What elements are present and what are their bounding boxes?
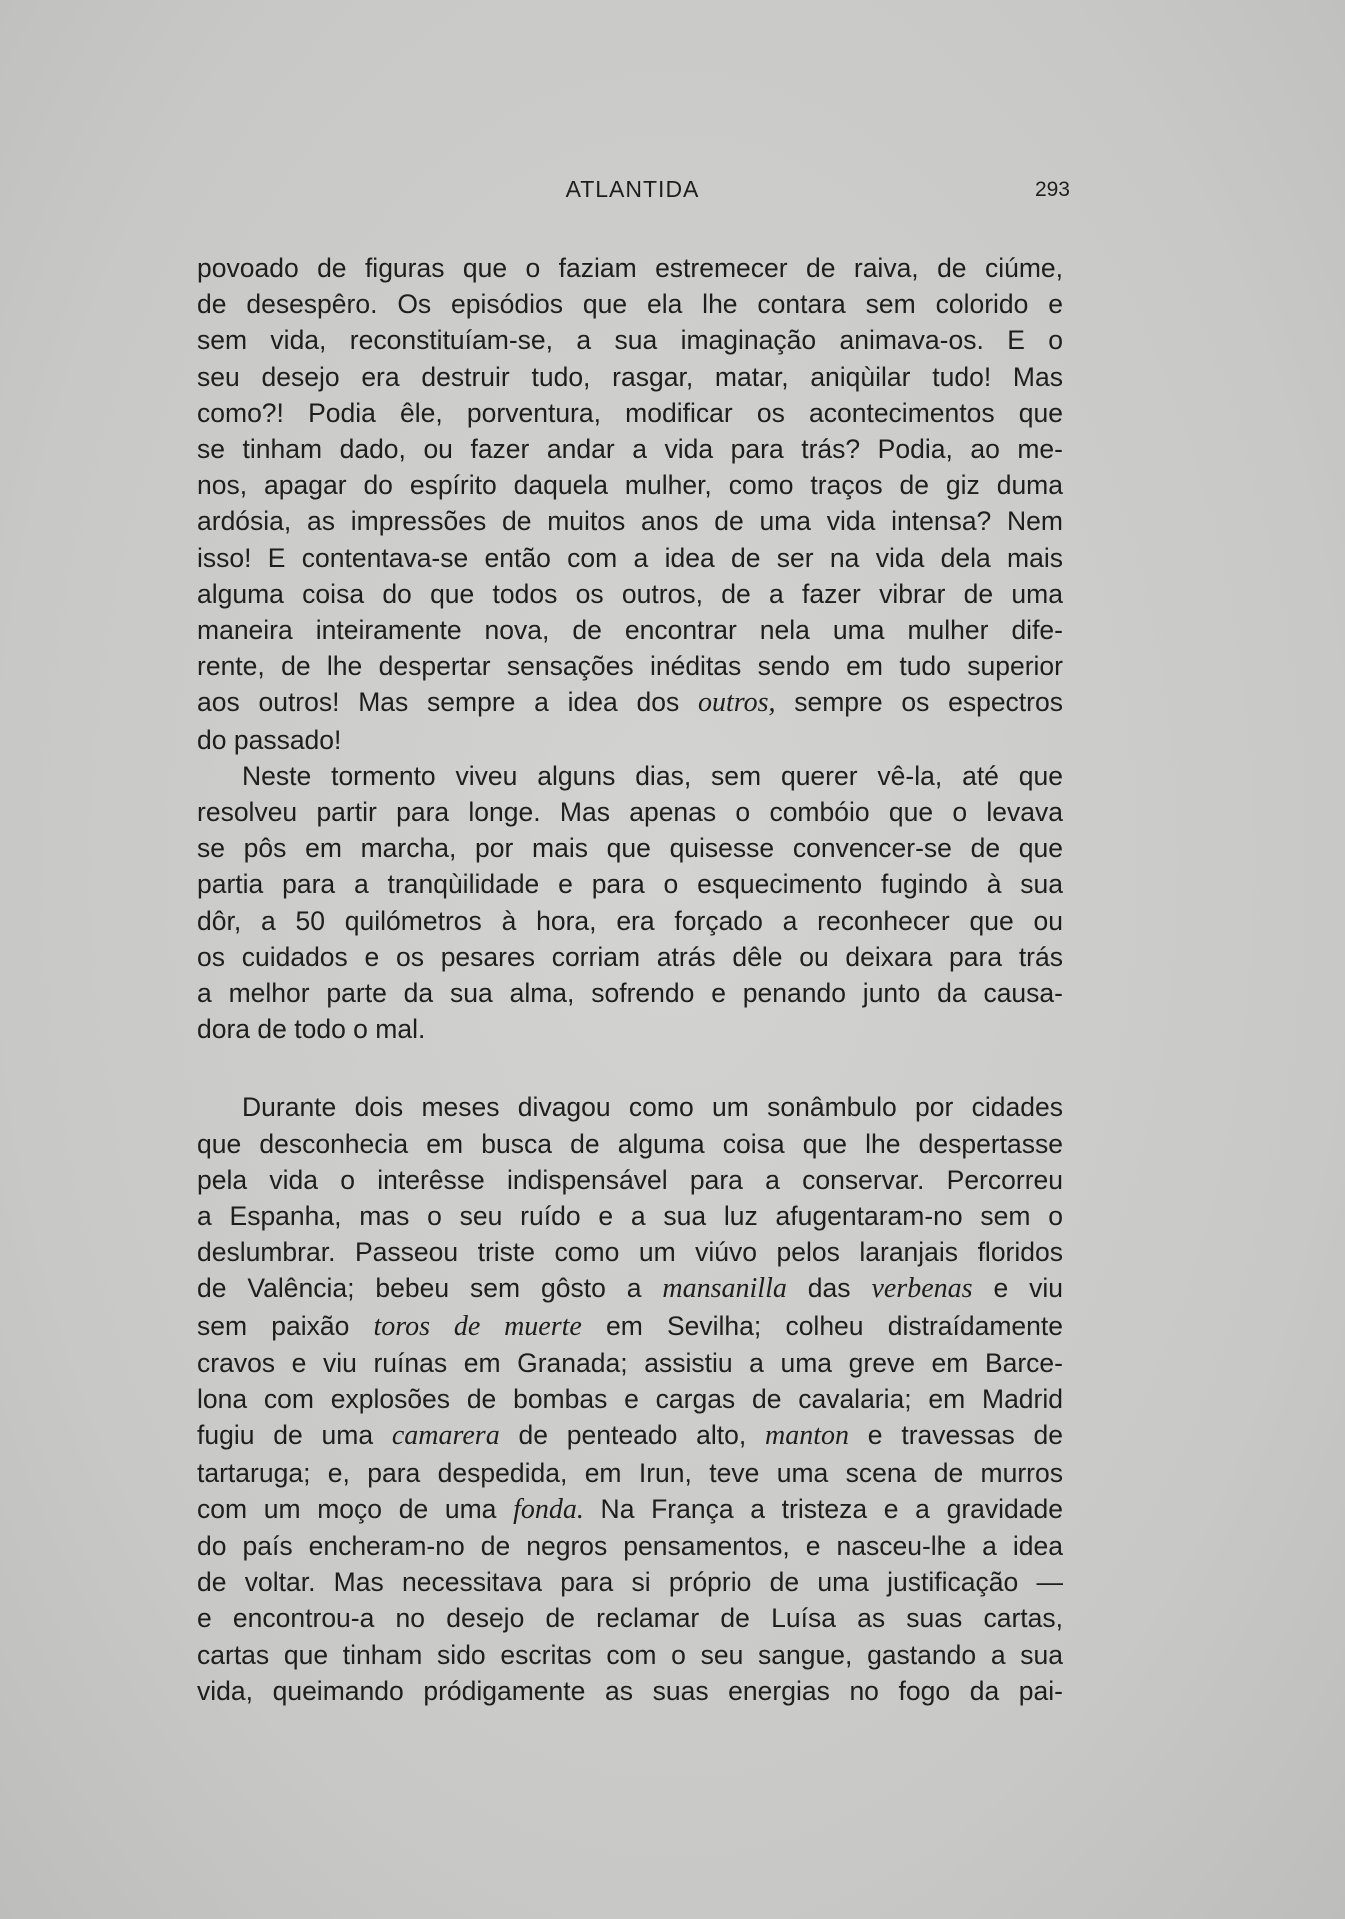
text-line: de desespêro. Os episódios que ela lhe contara sem colorido e — [197, 289, 1063, 320]
text-line: lona com explosões de bombas e cargas de cavalaria; em Madrid — [197, 1384, 1063, 1415]
paragraph — [197, 1089, 1063, 1708]
text-line — [197, 684, 1063, 721]
text-segment: com um moço de uma — [197, 1493, 514, 1524]
text-segment: aos outros! Mas sempre a idea dos — [197, 687, 698, 718]
body-text — [197, 250, 1063, 1709]
text-line: povoado de figuras que o faziam estremecer de raiva, de ciúme, — [197, 253, 1063, 283]
text-line: a melhor parte da sua alma, sofrendo e penando junto da causa- — [197, 978, 1063, 1009]
text-line: cartas que tinham sido escritas com o seu sangue, gastando a sua — [197, 1639, 1063, 1670]
text-segment: e viu — [972, 1273, 1063, 1304]
text-segment: fugiu de uma — [197, 1420, 392, 1451]
italic-term: toros de muerte — [373, 1310, 582, 1342]
text-line: resolveu partir para longe. Mas apenas o combóio que o levava — [197, 797, 1063, 828]
running-title: ATLANTIDA — [565, 176, 700, 202]
text-line: deslumbrar. Passeou triste como um viúvo pelos laranjais floridos — [197, 1237, 1063, 1268]
text-line: tartaruga; e, para despedida, em Irun, teve uma scena de murros — [197, 1457, 1063, 1488]
text-line: vida, queimando pródigamente as suas energias no fogo da pai- — [197, 1675, 1063, 1706]
section-gap — [197, 1047, 1063, 1089]
italic-term: fonda. — [513, 1493, 584, 1525]
text-line: do país encheram-no de negros pensamentos, e nasceu-lhe a idea — [197, 1530, 1063, 1561]
text-line — [197, 1308, 1063, 1345]
text-line — [197, 1417, 1063, 1454]
page-number: 293 — [1034, 178, 1070, 201]
text-line: sem vida, reconstituíam-se, a sua imaginação animava-os. E o — [197, 325, 1063, 356]
text-line: do passado! — [197, 724, 342, 755]
text-line — [197, 1270, 1063, 1307]
text-line: maneira inteiramente nova, de encontrar nela uma mulher dife- — [197, 615, 1063, 646]
text-segment: de penteado alto, — [499, 1420, 765, 1451]
text-line: se tinham dado, ou fazer andar a vida para trás? Podia, ao me- — [197, 434, 1063, 465]
text-line: dora de todo o mal. — [197, 1014, 426, 1045]
text-line: como?! Podia êle, porventura, modificar os acontecimentos que — [197, 397, 1063, 428]
italic-term: verbenas — [871, 1273, 973, 1305]
italic-term: mansanilla — [662, 1273, 787, 1305]
text-line: nos, apagar do espírito daquela mulher, como traços de giz duma — [197, 470, 1063, 501]
italic-term: outros, — [697, 687, 776, 719]
paragraph — [197, 250, 1063, 758]
text-segment: Na França a tristeza e a gravidade — [583, 1493, 1063, 1524]
paragraph — [197, 758, 1063, 1048]
text-line — [197, 1491, 1063, 1528]
text-segment: das — [786, 1273, 872, 1304]
text-line: cravos e viu ruínas em Granada; assistiu a uma greve em Barce- — [197, 1347, 1063, 1378]
text-segment: sempre os espectros — [775, 687, 1063, 718]
text-line: dôr, a 50 quilómetros à hora, era forçado a reconhecer que ou — [197, 905, 1063, 936]
text-line: os cuidados e os pesares corriam atrás dêle ou deixara para trás — [197, 941, 1063, 972]
text-line: rente, de lhe despertar sensações inéditas sendo em tudo superior — [197, 651, 1063, 682]
text-line: Durante dois meses divagou como um sonâmbulo por cidades — [242, 1092, 1063, 1123]
text-line: que desconhecia em busca de alguma coisa que lhe despertasse — [197, 1128, 1063, 1159]
italic-term: manton — [765, 1420, 849, 1452]
text-line: e encontrou-a no desejo de reclamar de Luísa as suas cartas, — [197, 1603, 1063, 1634]
page-header — [195, 176, 1070, 216]
text-line: alguma coisa do que todos os outros, de a fazer vibrar de uma — [197, 578, 1063, 609]
text-line: a Espanha, mas o seu ruído e a sua luz afugentaram-no sem o — [197, 1201, 1063, 1232]
text-segment: e travessas de — [849, 1420, 1063, 1451]
text-segment: de Valência; bebeu sem gôsto a — [197, 1273, 663, 1304]
text-line: de voltar. Mas necessitava para si próprio de uma justificação — — [197, 1567, 1063, 1598]
text-line: pela vida o interêsse indispensável para a conservar. Percorreu — [197, 1164, 1063, 1195]
text-line: Neste tormento viveu alguns dias, sem querer vê-la, até que — [242, 760, 1063, 791]
text-line: ardósia, as impressões de muitos anos de uma vida intensa? Nem — [197, 506, 1063, 537]
text-line: se pôs em marcha, por mais que quisesse convencer-se de que — [197, 833, 1063, 864]
text-line: partia para a tranqùilidade e para o esquecimento fugindo à sua — [197, 869, 1063, 900]
text-line: isso! E contentava-se então com a idea de ser na vida dela mais — [197, 542, 1063, 573]
text-segment: sem paixão — [197, 1310, 374, 1341]
italic-term: camarera — [391, 1420, 500, 1452]
text-segment: em Sevilha; colheu distraídamente — [581, 1310, 1063, 1341]
text-line: seu desejo era destruir tudo, rasgar, matar, aniqùilar tudo! Mas — [197, 361, 1063, 392]
